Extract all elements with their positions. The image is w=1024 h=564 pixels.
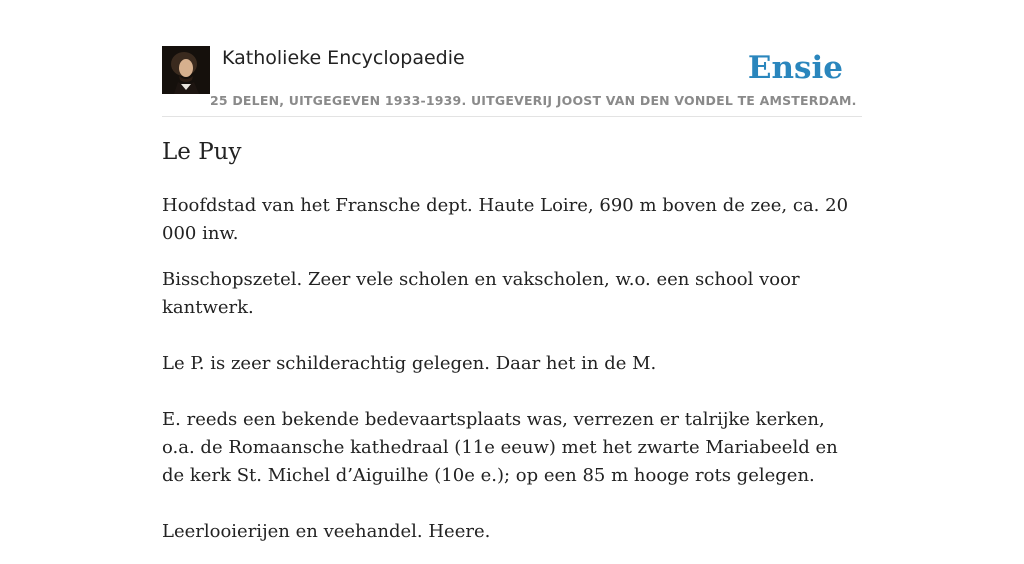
site-header [162, 44, 862, 117]
article-body [162, 192, 862, 564]
article-paragraph: Bisschopszetel. Zeer vele scholen en vakscholen, w.o. een school voor kantwerk. [162, 269, 800, 318]
article-paragraph: Le P. is zeer schilderachtig gelegen. Daar het in de M. [162, 353, 657, 374]
portrait-icon [162, 46, 210, 94]
site-title[interactable]: Katholieke Encyclopaedie [222, 47, 465, 69]
ensie-logo-link[interactable]: Ensie [747, 50, 843, 86]
article-paragraph: Hoofdstad van het Fransche dept. Haute Loire, 690 m boven de zee, ca. 20 000 inw. [162, 195, 849, 244]
article-paragraph: Leerlooierijen en veehandel. Heere. [162, 521, 491, 542]
article-title: Le Puy [162, 139, 242, 165]
site-subtitle: 25 DELEN, UITGEGEVEN 1933-1939. UITGEVERIJ JOOST VAN DEN VONDEL TE AMSTERDAM. [210, 93, 857, 108]
article-paragraph: E. reeds een bekende bedevaartsplaats was, verrezen er talrijke kerken, o.a. de Romaansche kathedraal (11e eeuw) met het zwarte Mariabeeld en de kerk St. Michel d’Aiguilhe (10e e.); op een 85 m hooge rots gelegen. [162, 409, 838, 486]
encyclopedia-avatar[interactable] [162, 46, 210, 94]
